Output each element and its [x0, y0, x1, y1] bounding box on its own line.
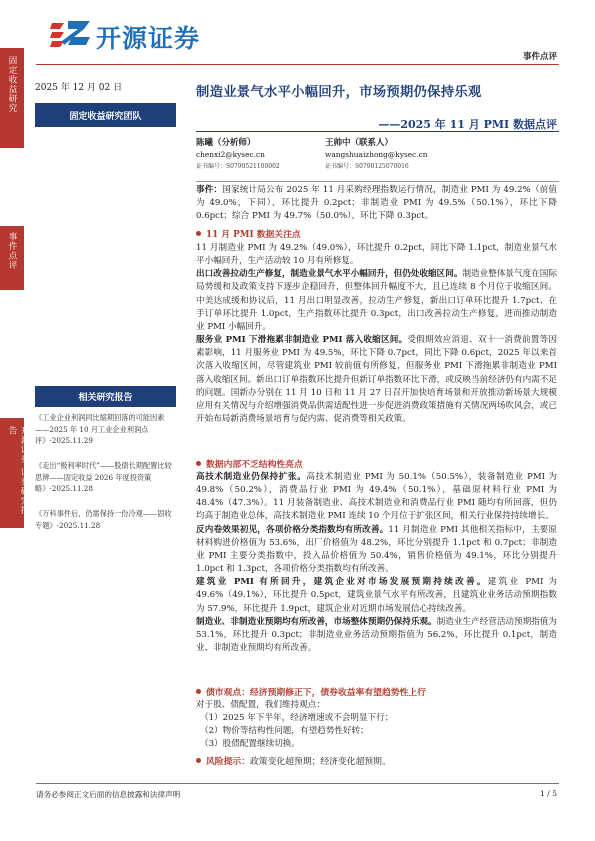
sidebar-mid-label: 事件点评: [7, 232, 17, 270]
report-date: 2025 年 12 月 02 日: [35, 83, 123, 93]
event-text: 国家统计局公布 2025 年 11 月采购经理指数运行情况，制造业 PMI 为 49.2%（前值为 49.0%，下同），环比提升 0.2pct；非制造业 PMI 为 49.5%（50.1%），环比下降 0.6pct；综合 PMI 为 49.7%（50.0%），环比下降 0.3pct。: [196, 185, 557, 222]
event-label: 事件：: [196, 185, 223, 195]
sidebar-top-label: 固定收益研究: [7, 56, 17, 113]
team-badge: 固定收益研究团队: [35, 103, 176, 127]
section-body: [196, 242, 557, 426]
risk-label: 风险提示：: [206, 757, 250, 767]
page-title: 制造业景气水平小幅回升，市场预期仍保持乐观: [196, 85, 482, 100]
bullet-icon: [196, 689, 201, 694]
section-heading: [196, 227, 301, 240]
section-title: 数据内部不乏结构性亮点: [206, 460, 303, 470]
bond-intro: 对于股、债配置，我们维持观点：: [196, 700, 325, 710]
related-report-link[interactable]: 《走出“极利率时代”——股债长期配置比较思辨——固定收益 2026 年度投资策略》-2025.11.28: [35, 461, 172, 493]
bullet-icon: [196, 461, 201, 466]
bullet-icon: [196, 758, 201, 763]
analyst-divider: [196, 181, 559, 182]
paragraph: [196, 616, 557, 655]
paragraph-lead: 制造业、非制造业预期均有所改善，市场整体预期仍保持乐观。: [196, 616, 437, 627]
paragraph-lead: 出口改善拉动生产修复，制造业景气水平小幅回升，但仍处收缩区间。: [196, 269, 463, 280]
paragraph: [196, 576, 557, 615]
section-body: [196, 699, 557, 752]
paragraph-text: 制造业生产经营活动预期指值为 53.1%，环比提升 0.3pct；非制造业业务活动预期指值为 56.2%，环比提升 0.1pct，制造业、非制造业预期均有所改善。: [196, 616, 557, 654]
sidebar-strip-top: [0, 48, 24, 148]
section-heading: [196, 685, 426, 698]
paragraph: [196, 268, 557, 334]
footer-divider: [36, 783, 559, 784]
related-report-link[interactable]: 《万科事件后，仍需保持一份冷观——固收专题》-2025.11.28: [35, 509, 172, 530]
paragraph-text: 制造业整体景气度在国际局势缓和及政策支持下逐步企稳回升，但整体回升幅度不大，且已连续 8 个月位于收缩区间。中美达成缓和协议后，11 月出口明显改善，拉动生产修复，新出口订单环比提升 1.7pct、在手订单环比提升 1.0pct，生产指数环比提升 0.3pct，出口改善拉动生产修复，进而推动制造业 PMI 小幅回升。: [196, 269, 557, 332]
brand-name: 开源证券: [96, 24, 201, 53]
header-divider: [36, 64, 559, 65]
analyst-card: [325, 137, 428, 173]
sidebar-strip-bottom: [0, 418, 29, 528]
brand-logo-icon: [50, 19, 92, 49]
brand-logo: [50, 17, 230, 51]
paragraph-lead: 反内卷效果初见，各项价格分类指数均有所改善。: [196, 524, 389, 535]
risk-text: 政策变化超预期；经济变化超预期。: [250, 757, 391, 767]
paragraph-lead: 高技术制造业仍保持扩张。: [196, 472, 307, 482]
page-number: 1 / 5: [539, 789, 557, 798]
paragraph-text: 11 月制造业 PMI 其他相关指标中，主要原材料购进价格值为 53.6%，出厂价格值为 48.2%，环比分别提升 1.1pct 和 0.7pct；非制造业 PMI 主要分类指数中，投入品价格值为 50.4%，销售价格值为 49.1%，环比分别提升 1.0pct 和 1.3pct，各项价格分类指数均有所改善。: [196, 524, 557, 575]
paragraph: [196, 524, 557, 577]
page-subtitle: ——2025 年 11 月 PMI 数据点评: [378, 118, 557, 131]
bond-point: （1）2025 年下半年，经济增速或不会明显下行；: [200, 713, 394, 724]
risk-heading: [196, 754, 391, 767]
bullet-icon: [196, 231, 201, 236]
analyst-email[interactable]: chenxi2@kysec.cn: [196, 150, 265, 159]
paragraph-text: 高技术制造业 PMI 为 50.1%（50.5%），装备制造业 PMI 为 49.8%（50.2%），消费品行业 PMI 为 49.4%（50.1%），基础原材料行业 PMI 为 48.4%（47.3%）。11 月装备制造业、高技术制造业和消费品行业 PMI 随均有所回落，但仍均高于制造业总体，高技术制造业 PMI 连续 10 个月位于扩张区间，相关行业保持持续增长。: [196, 472, 557, 522]
bond-point: （3）股债配置继续切换。: [200, 739, 300, 750]
paragraph-text: 受假期效应消退、双十一消费前置等因素影响，11 月服务业 PMI 为 49.5%，环比下降 0.7pct，同比下降 0.6pct，2025 年以来首次落入收缩区间，尽管建筑业 PMI 较前值有所修复，但服务业 PMI 下滑拖累非制造业 PMI 落入收缩区间。新出口订单指数环比提升但新订单指数环比下滑，或反映当前经济仍有内需不足的问题。国新办分别在 11 月 10 日和 11 月 27 日召开加快培育场景和开放推动新场景大规模应用有关情况与介绍增强消费品供需适配性进一步促进消费政策措施有关情况两场吹风会，或已开始布局新消费场景培育与促内需、促消费等相关政策。: [196, 335, 557, 425]
analyst-card: [196, 137, 280, 173]
paragraph-text: 建筑业 PMI 为 49.6%（49.1%），环比提升 0.5pct，建筑业景气水平有所改善，且建筑业业务活动预期指数为 57.9%，环比提升 1.9pct，建筑企业对近期市场发展信心持续改善。: [196, 577, 557, 614]
footer-disclaimer: 请务必参阅正文后面的信息披露和法律声明: [36, 790, 181, 799]
section-title: 债市观点：经济预期修正下，债券收益率有望趋势性上行: [206, 688, 426, 698]
event-paragraph: [196, 184, 557, 223]
analyst-name: 陈曦（分析师）: [196, 138, 256, 148]
report-type: 事件点评: [522, 52, 557, 62]
bond-point: （2）物价等结构性问题，有望趋势性好转；: [200, 726, 369, 737]
title-divider: [196, 131, 559, 132]
analyst-cert: 证书编号：S0790521100002: [196, 163, 280, 170]
paragraph: [196, 471, 557, 524]
section-body: [196, 471, 557, 655]
related-report-link[interactable]: 《工业企业利润同比缩期回落的可能因素——2025 年 10 月工业企业利润点评》-2025.11.29: [35, 413, 165, 445]
sidebar-bottom-label: 开源证券 证券研究报告: [7, 426, 29, 516]
paragraph-lead: 建筑业 PMI 有所回升，建筑企业对市场发展预期持续改善。: [196, 577, 488, 588]
paragraph: [196, 334, 557, 426]
analyst-name: 王帅中（联系人）: [325, 138, 394, 148]
analyst-cert: 证书编号：S0790125070016: [325, 163, 409, 170]
section-heading: [196, 457, 303, 470]
paragraph-lead: 服务业 PMI 下滑拖累非制造业 PMI 落入收缩区间。: [196, 335, 408, 346]
sidebar-strip-mid: [0, 226, 24, 290]
section-title: 11 月 PMI 数据关注点: [206, 230, 301, 240]
analyst-email[interactable]: wangshuaizhong@kysec.cn: [325, 150, 428, 159]
paragraph: 11 月制造业 PMI 为 49.2%（49.0%），环比提升 0.2pct，同比下降 1.1pct，制造业景气水平小幅回升，生产活动较 10 月有所修复。: [196, 243, 557, 267]
related-reports-title: 相关研究报告: [35, 386, 176, 407]
